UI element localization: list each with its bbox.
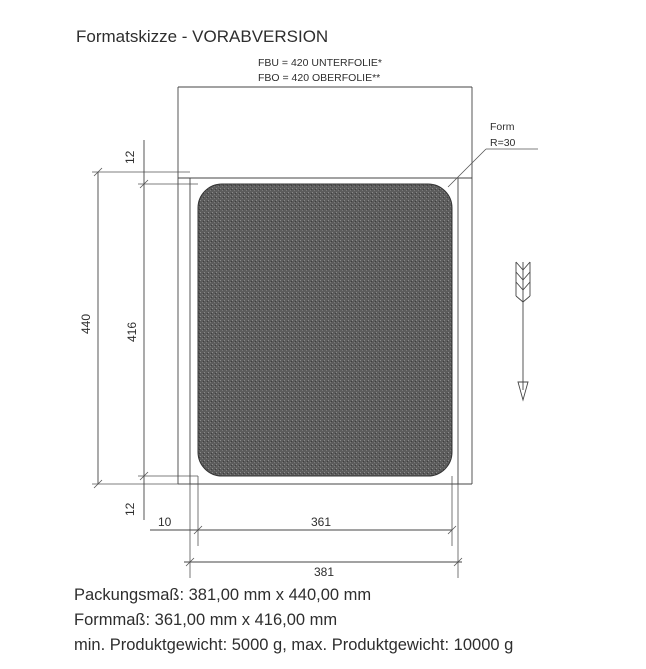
product-weight: min. Produktgewicht: 5000 g, max. Produktgewicht: 10000 g xyxy=(74,636,514,654)
form-cavity xyxy=(198,184,452,476)
callout-radius-label: R=30 xyxy=(490,137,516,149)
dim-form-width: 361 xyxy=(311,515,332,529)
dim-total-width: 381 xyxy=(314,565,335,579)
dim-left-offset: 10 xyxy=(158,515,172,529)
form-size: Formmaß: 361,00 mm x 416,00 mm xyxy=(74,611,338,629)
dim-bottom-offset: 12 xyxy=(123,502,137,516)
dim-form-height: 416 xyxy=(125,321,139,342)
packaging-size: Packungsmaß: 381,00 mm x 440,00 mm xyxy=(74,586,372,604)
drawing-title: Formatskizze - VORABVERSION xyxy=(76,27,329,46)
left-dimensions xyxy=(92,140,198,520)
callout-form-label: Form xyxy=(490,121,515,133)
top-width-reference xyxy=(178,87,472,178)
dim-total-height: 440 xyxy=(79,313,93,334)
bottom-dimensions xyxy=(150,476,462,578)
form-radius-callout xyxy=(448,121,538,187)
dim-top-offset: 12 xyxy=(123,150,137,164)
feed-direction-arrow-icon xyxy=(516,262,530,400)
fbu-label: FBU = 420 UNTERFOLIE* xyxy=(258,57,382,69)
fbo-label: FBO = 420 OBERFOLIE** xyxy=(258,72,381,84)
